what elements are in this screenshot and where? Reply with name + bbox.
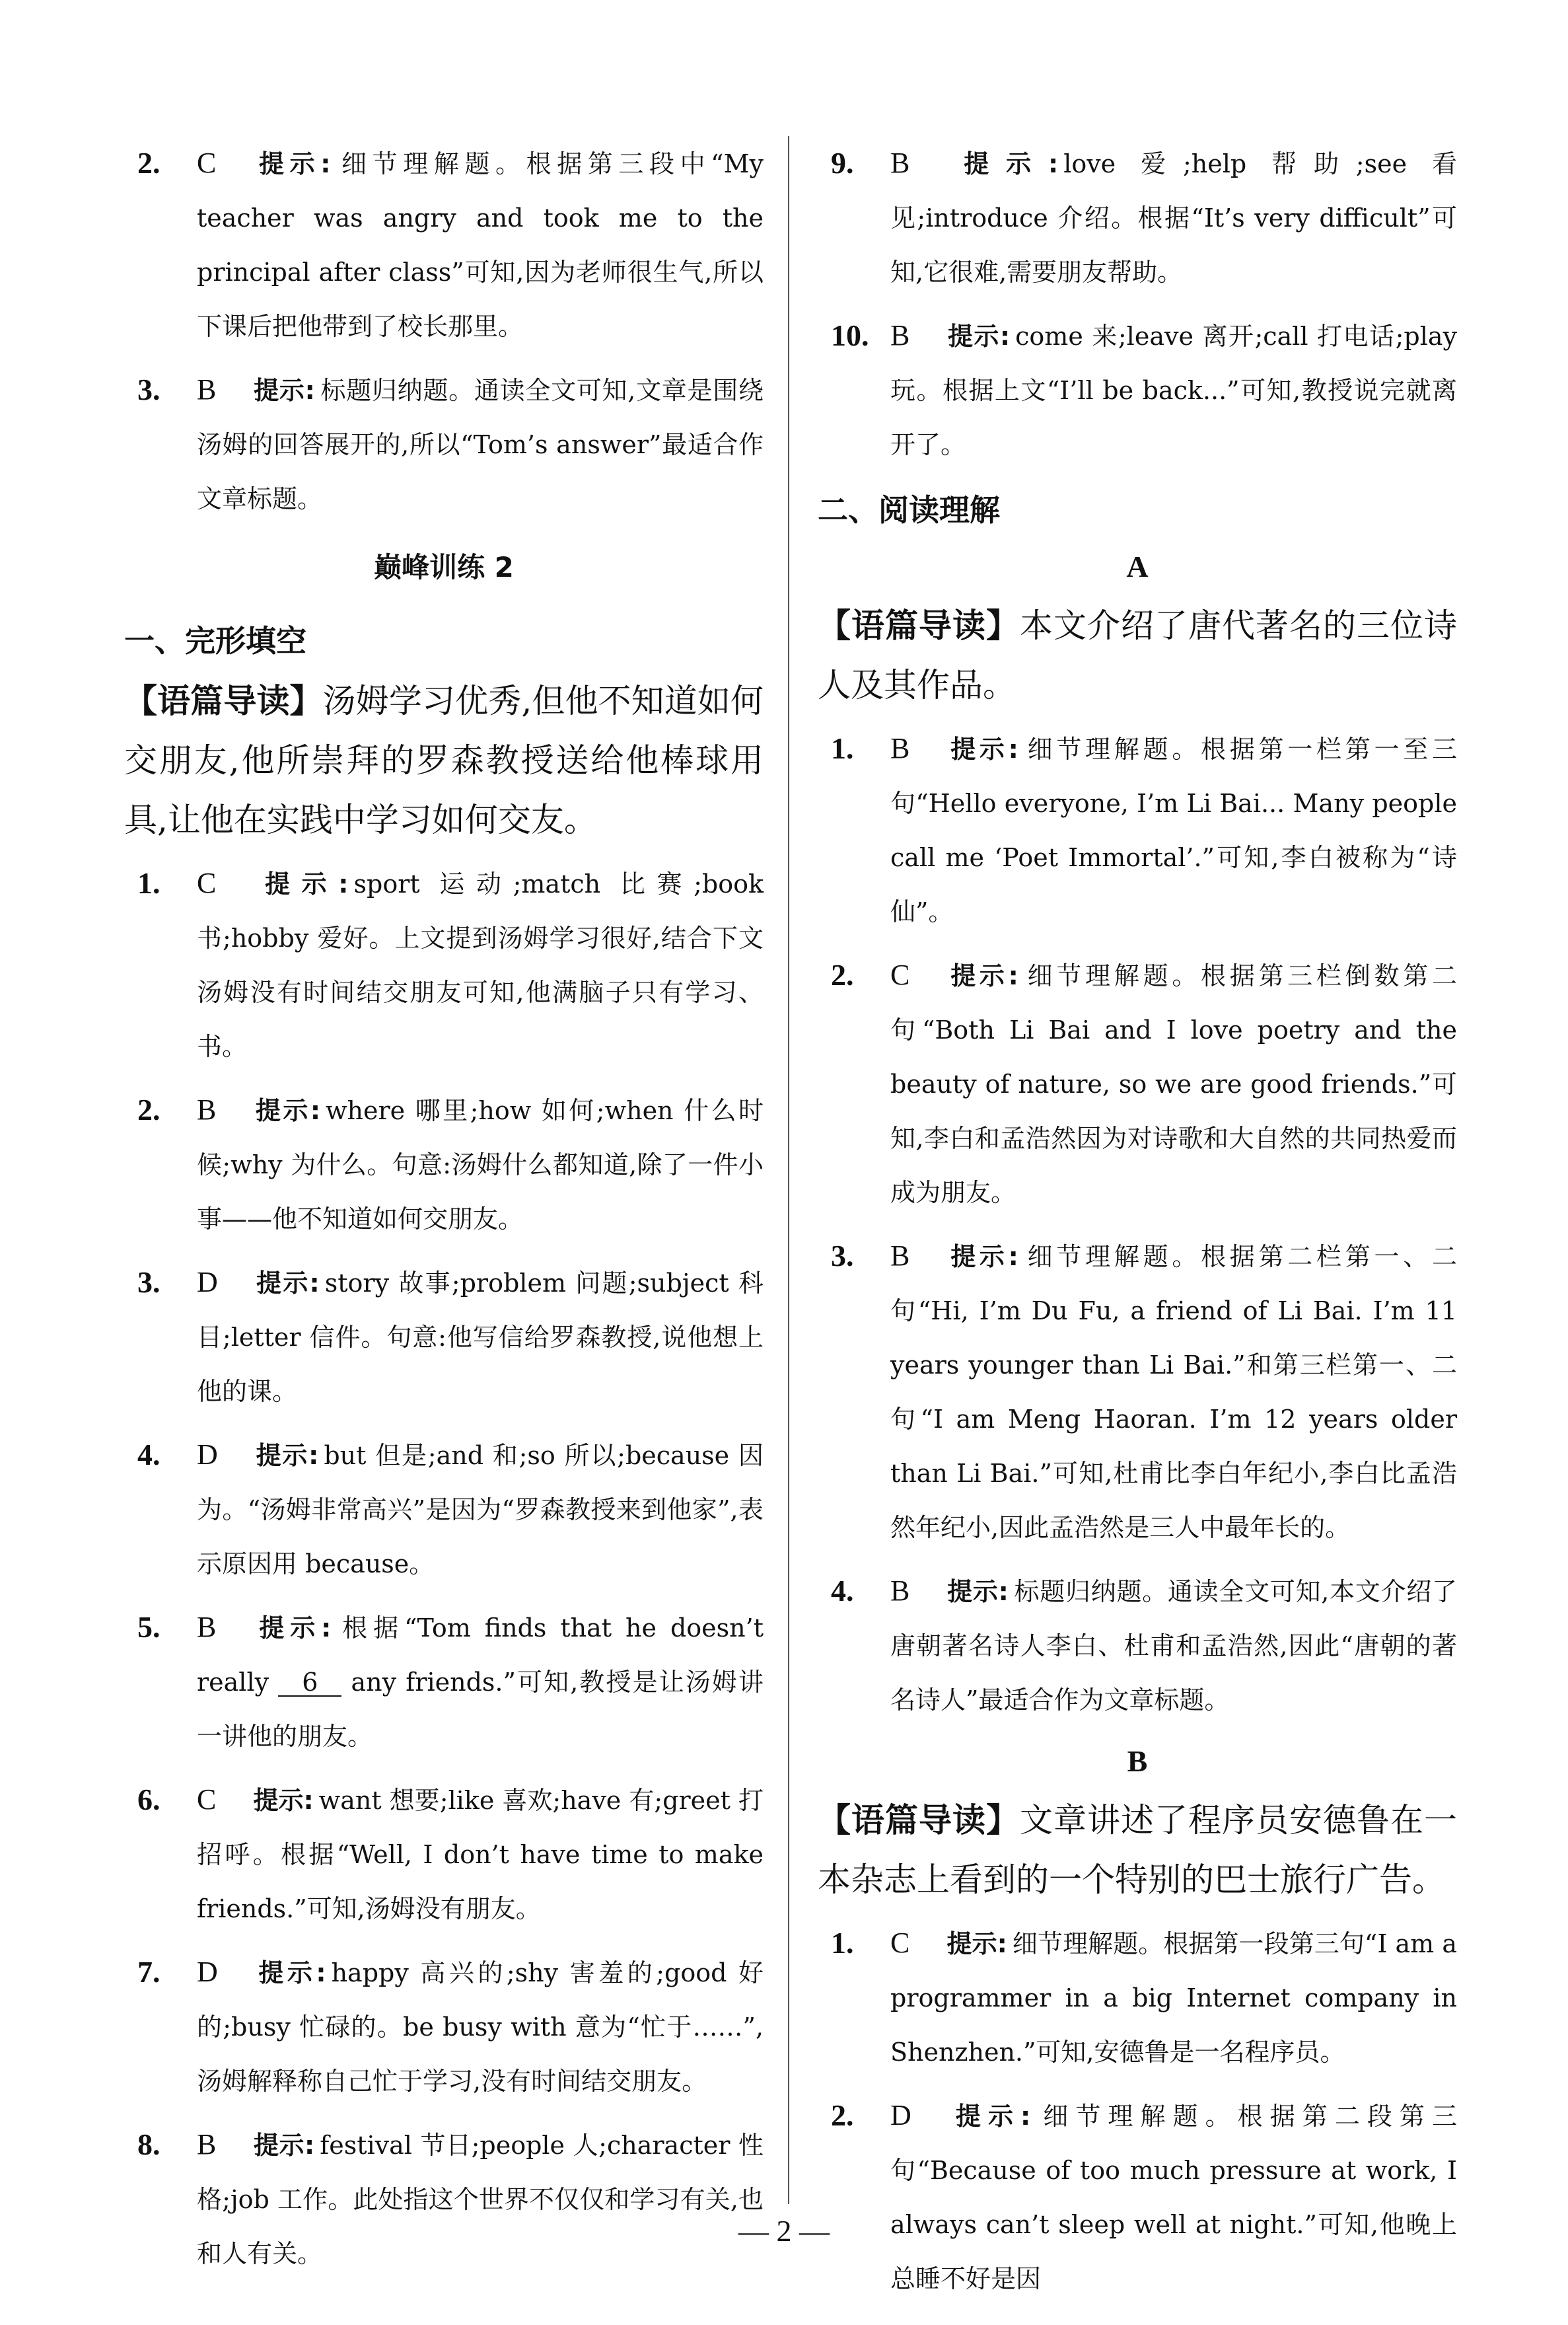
hint-text: come 来;leave 离开;call 打电话;play 玩。根据上文“I’ll be back...”可知,教授说完就离开了。 xyxy=(890,322,1457,459)
hint-label: 提示: xyxy=(256,1269,320,1298)
intro-text: 文章讲述了程序员安德鲁在一本杂志上看到的一个特别的巴士旅行广告。 xyxy=(818,1801,1457,1899)
answer-item xyxy=(124,856,764,1074)
answer-item xyxy=(124,2118,764,2281)
answer-item xyxy=(818,1564,1457,1727)
answer-letter: B xyxy=(890,147,910,179)
question-number: 3. xyxy=(831,1239,854,1273)
answer-item xyxy=(818,136,1457,299)
question-number: 2. xyxy=(137,146,160,180)
hint-label: 提示: xyxy=(259,1613,332,1642)
section-title-cloze: 一、完形填空 xyxy=(124,623,306,659)
answer-letter: C xyxy=(197,147,217,179)
answer-letter: D xyxy=(197,1438,218,1471)
hint-text: 根据“Tom finds that he doesn’t really xyxy=(197,1613,764,1697)
question-number: 2. xyxy=(831,2098,854,2132)
answer-item xyxy=(124,1428,764,1591)
hint-label: 提示: xyxy=(955,2102,1031,2131)
hint-label: 提示: xyxy=(950,1242,1018,1271)
passage-a-title: A xyxy=(1126,550,1149,583)
question-number: 2. xyxy=(137,1093,160,1126)
question-number: 3. xyxy=(137,1265,160,1299)
question-number: 4. xyxy=(137,1438,160,1471)
question-number: 1. xyxy=(137,866,160,900)
question-number: 1. xyxy=(831,731,854,765)
answer-letter: B xyxy=(197,1611,217,1643)
passage-intro xyxy=(124,671,764,850)
hint-text: 细节理解题。根据第三段中“My teacher was angry and took me to the principal after class”可知,因为老师很生气,所以下课后把他带到了校长那里。 xyxy=(197,149,764,341)
section-title-reading: 二、阅读理解 xyxy=(818,492,1000,528)
answer-letter: B xyxy=(890,1239,910,1272)
hint-text: 细节理解题。根据第二段第三句“Because of too much pressure at work, I always can’t sleep well at night.”可知,他晚上总睡不好是因 xyxy=(890,2102,1457,2293)
column-divider xyxy=(788,136,789,2204)
intro-text: 汤姆学习优秀,但他不知道如何交朋友,他所崇拜的罗森教授送给他棒球用具,让他在实践中学习如何交友。 xyxy=(124,682,764,839)
hint-label: 提示: xyxy=(255,1096,321,1125)
intro-label: 【语篇导读】 xyxy=(818,607,1020,645)
hint-text: 细节理解题。根据第一段第三句“I am a programmer in a big Internet company in Shenzhen.”可知,安德鲁是一名程序员。 xyxy=(890,1929,1457,2067)
hint-text: love 爱;help 帮助;see 看见;introduce 介绍。根据“It’s very difficult”可知,它很难,需要朋友帮助。 xyxy=(890,149,1457,287)
question-number: 4. xyxy=(831,1574,854,1607)
hint-text: 细节理解题。根据第三栏倒数第二句“Both Li Bai and I love poetry and the beauty of nature, so we are good friends.”可知,李白和孟浩然因为对诗歌和大自然的共同热爱而成为朋友。 xyxy=(890,961,1457,1207)
answer-letter: B xyxy=(890,732,910,764)
hint-text: but 但是;and 和;so 所以;because 因为。“汤姆非常高兴”是因为“罗森教授来到他家”,表示原因用 because。 xyxy=(197,1441,764,1578)
answer-item xyxy=(818,721,1457,939)
question-number: 10. xyxy=(831,318,869,352)
intro-label: 【语篇导读】 xyxy=(818,1801,1020,1839)
intro-text: 本文介绍了唐代著名的三位诗人及其作品。 xyxy=(818,607,1457,704)
hint-label: 提示: xyxy=(253,2131,315,2160)
answer-letter: C xyxy=(197,1783,217,1816)
hint-text-continued: any friends.”可知,教授是让汤姆讲一讲他的朋友。 xyxy=(197,1668,764,1751)
passage-b-title: B xyxy=(1127,1744,1148,1778)
hint-label: 提示: xyxy=(947,322,1011,351)
answer-letter: B xyxy=(890,1574,910,1607)
answer-item xyxy=(124,136,764,353)
hint-label: 提示: xyxy=(964,149,1059,178)
hint-label: 提示: xyxy=(265,869,349,899)
answer-item xyxy=(818,1229,1457,1555)
answer-item xyxy=(124,1945,764,2108)
question-number: 2. xyxy=(831,958,854,992)
passage-a-intro xyxy=(818,596,1457,715)
hint-label: 提示: xyxy=(254,376,315,405)
hint-text: want 想要;like 喜欢;have 有;greet 打招呼。根据“Well, I don’t have time to make friends.”可知,汤姆没有朋友。 xyxy=(197,1786,764,1923)
answer-letter: C xyxy=(197,867,217,899)
question-number: 3. xyxy=(137,373,160,406)
hint-label: 提示: xyxy=(259,149,331,178)
question-number: 8. xyxy=(137,2127,160,2161)
answer-item xyxy=(124,1083,764,1246)
question-number: 1. xyxy=(831,1926,854,1960)
answer-item xyxy=(124,1773,764,1936)
hint-label: 提示: xyxy=(950,735,1018,764)
answer-item xyxy=(818,2088,1457,2306)
hint-text: 标题归纳题。通读全文可知,本文介绍了唐朝著名诗人李白、杜甫和孟浩然,因此“唐朝的著名诗人”最适合作为文章标题。 xyxy=(890,1577,1457,1715)
left-column xyxy=(124,136,764,2290)
hint-text: 标题归纳题。通读全文可知,文章是围绕汤姆的回答展开的,所以“Tom’s answer”最适合作文章标题。 xyxy=(197,376,764,513)
hint-label: 提示: xyxy=(253,1786,314,1815)
hint-label: 提示: xyxy=(258,1958,326,1987)
answer-letter: C xyxy=(890,1927,910,1959)
answer-item xyxy=(818,1916,1457,2079)
question-number: 6. xyxy=(137,1783,160,1816)
answer-letter: B xyxy=(197,1093,217,1126)
hint-label: 提示: xyxy=(256,1441,319,1470)
answer-item xyxy=(124,1600,764,1763)
right-column xyxy=(818,136,1457,2315)
hint-label: 提示: xyxy=(947,1577,1009,1606)
answer-letter: D xyxy=(197,1956,218,1988)
hint-label: 提示: xyxy=(946,1929,1007,1958)
hint-text: 细节理解题。根据第一栏第一至三句“Hello everyone, I’m Li Bai... Many people call me ‘Poet Immortal’.”可知,李白被称为“诗仙”。 xyxy=(890,735,1457,926)
hint-label: 提示: xyxy=(950,961,1018,990)
question-number: 7. xyxy=(137,1955,160,1989)
hint-text: where 哪里;how 如何;when 什么时候;why 为什么。句意:汤姆什么都知道,除了一件小事——他不知道如何交朋友。 xyxy=(197,1096,764,1234)
cloze-blank: 6 xyxy=(278,1669,341,1697)
answer-letter: D xyxy=(890,2099,911,2131)
page-number: — 2 — xyxy=(738,2214,830,2248)
hint-text: sport 运动;match 比赛;book 书;hobby 爱好。上文提到汤姆学习很好,结合下文汤姆没有时间结交朋友可知,他满脑子只有学习、书。 xyxy=(197,869,764,1061)
answer-letter: D xyxy=(197,1266,218,1298)
answer-item xyxy=(818,948,1457,1220)
passage-b-intro xyxy=(818,1790,1457,1909)
question-number: 5. xyxy=(137,1610,160,1644)
training-title: 巅峰训练 2 xyxy=(374,551,514,583)
answer-letter: C xyxy=(890,959,910,991)
intro-label: 【语篇导读】 xyxy=(124,682,323,720)
question-number: 9. xyxy=(831,146,854,180)
answer-item xyxy=(124,1255,764,1419)
answer-letter: B xyxy=(197,373,217,406)
answer-item xyxy=(818,309,1457,472)
answer-letter: B xyxy=(197,2128,217,2160)
hint-text: happy 高兴的;shy 害羞的;good 好的;busy 忙碌的。be busy with 意为“忙于……”,汤姆解释称自己忙于学习,没有时间结交朋友。 xyxy=(197,1958,764,2096)
answer-item xyxy=(124,363,764,526)
hint-text: festival 节日;people 人;character 性格;job 工作。此处指这个世界不仅仅和学习有关,也和人有关。 xyxy=(197,2131,764,2268)
hint-text: 细节理解题。根据第二栏第一、二句“Hi, I’m Du Fu, a friend of Li Bai. I’m 11 years younger than Li Bai.”和第三栏第一、二句“I am Meng Haoran. I’m 12 years older than Li Bai.”可知,杜甫比李白年纪小,李白比孟浩然年纪小,因此孟浩然是三人中最年长的。 xyxy=(890,1242,1457,1542)
answer-letter: B xyxy=(890,319,910,351)
hint-text: story 故事;problem 问题;subject 科目;letter 信件。句意:他写信给罗森教授,说他想上他的课。 xyxy=(197,1269,764,1406)
